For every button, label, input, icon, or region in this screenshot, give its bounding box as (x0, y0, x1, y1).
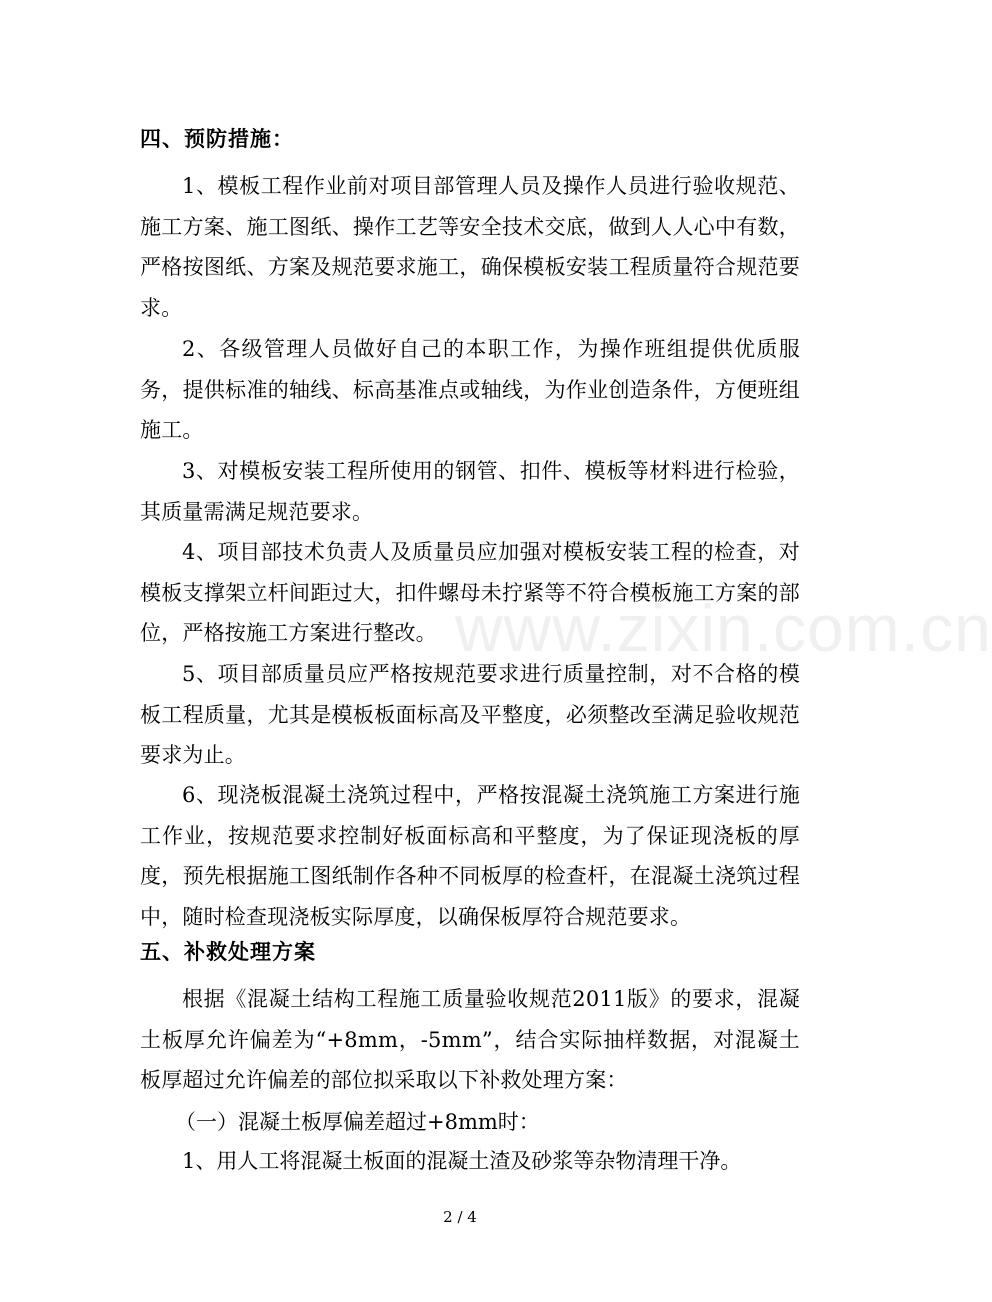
subheading-case-1: （一）混凝土板厚偏差超过+8mm时： (175, 1110, 540, 1134)
watermark: www.zixin.com.cn (455, 591, 992, 665)
paragraph-item-3: 3、对模板安装工程所使用的钢管、扣件、模板等材料进行检验，其质量需满足规范要求。 (140, 459, 800, 524)
paragraph-item-5: 5、项目部质量员应严格按规范要求进行质量控制，对不合格的模板工程质量，尤其是模板板面标高及平整度，必须整改至满足验收规范要求为止。 (140, 662, 800, 767)
paragraph-item-1: 1、模板工程作业前对项目部管理人员及操作人员进行验收规范、施工方案、施工图纸、操作工艺等安全技术交底，做到人人心中有数，严格按图纸、方案及规范要求施工，确保模板安装工程质量符合规范要求。 (140, 174, 800, 320)
paragraph-item-2: 2、各级管理人员做好自己的本职工作，为操作班组提供优质服务，提供标准的轴线、标高基准点或轴线，为作业创造条件，方便班组施工。 (140, 337, 800, 442)
paragraph-item-4: 4、项目部技术负责人及质量员应加强对模板安装工程的检查，对模板支撑架立杆间距过大，扣件螺母未拧紧等不符合模板施工方案的部位，严格按施工方案进行整改。 (140, 540, 800, 645)
section-4-heading: 四、预防措施： (140, 126, 294, 151)
step-1: 1、用人工将混凝土板面的混凝土渣及砂浆等杂物清理干净。 (182, 1149, 742, 1173)
section-5-intro: 根据《混凝土结构工程施工质量验收规范2011版》的要求，混凝土板厚允许偏差为“+8mm，-5mm”，结合实际抽样数据，对混凝土板厚超过允许偏差的部位拟采取以下补救处理方案： (140, 987, 800, 1092)
paragraph-item-6: 6、现浇板混凝土浇筑过程中，严格按混凝土浇筑施工方案进行施工作业，按规范要求控制好板面标高和平整度，为了保证现浇板的厚度，预先根据施工图纸制作各种不同板厚的检查杆，在混凝土浇筑过程中，随时检查现浇板实际厚度，以确保板厚符合规范要求。 (140, 783, 800, 929)
section-5-heading: 五、补救处理方案 (140, 939, 316, 964)
page-number: 2 / 4 (443, 1208, 477, 1226)
